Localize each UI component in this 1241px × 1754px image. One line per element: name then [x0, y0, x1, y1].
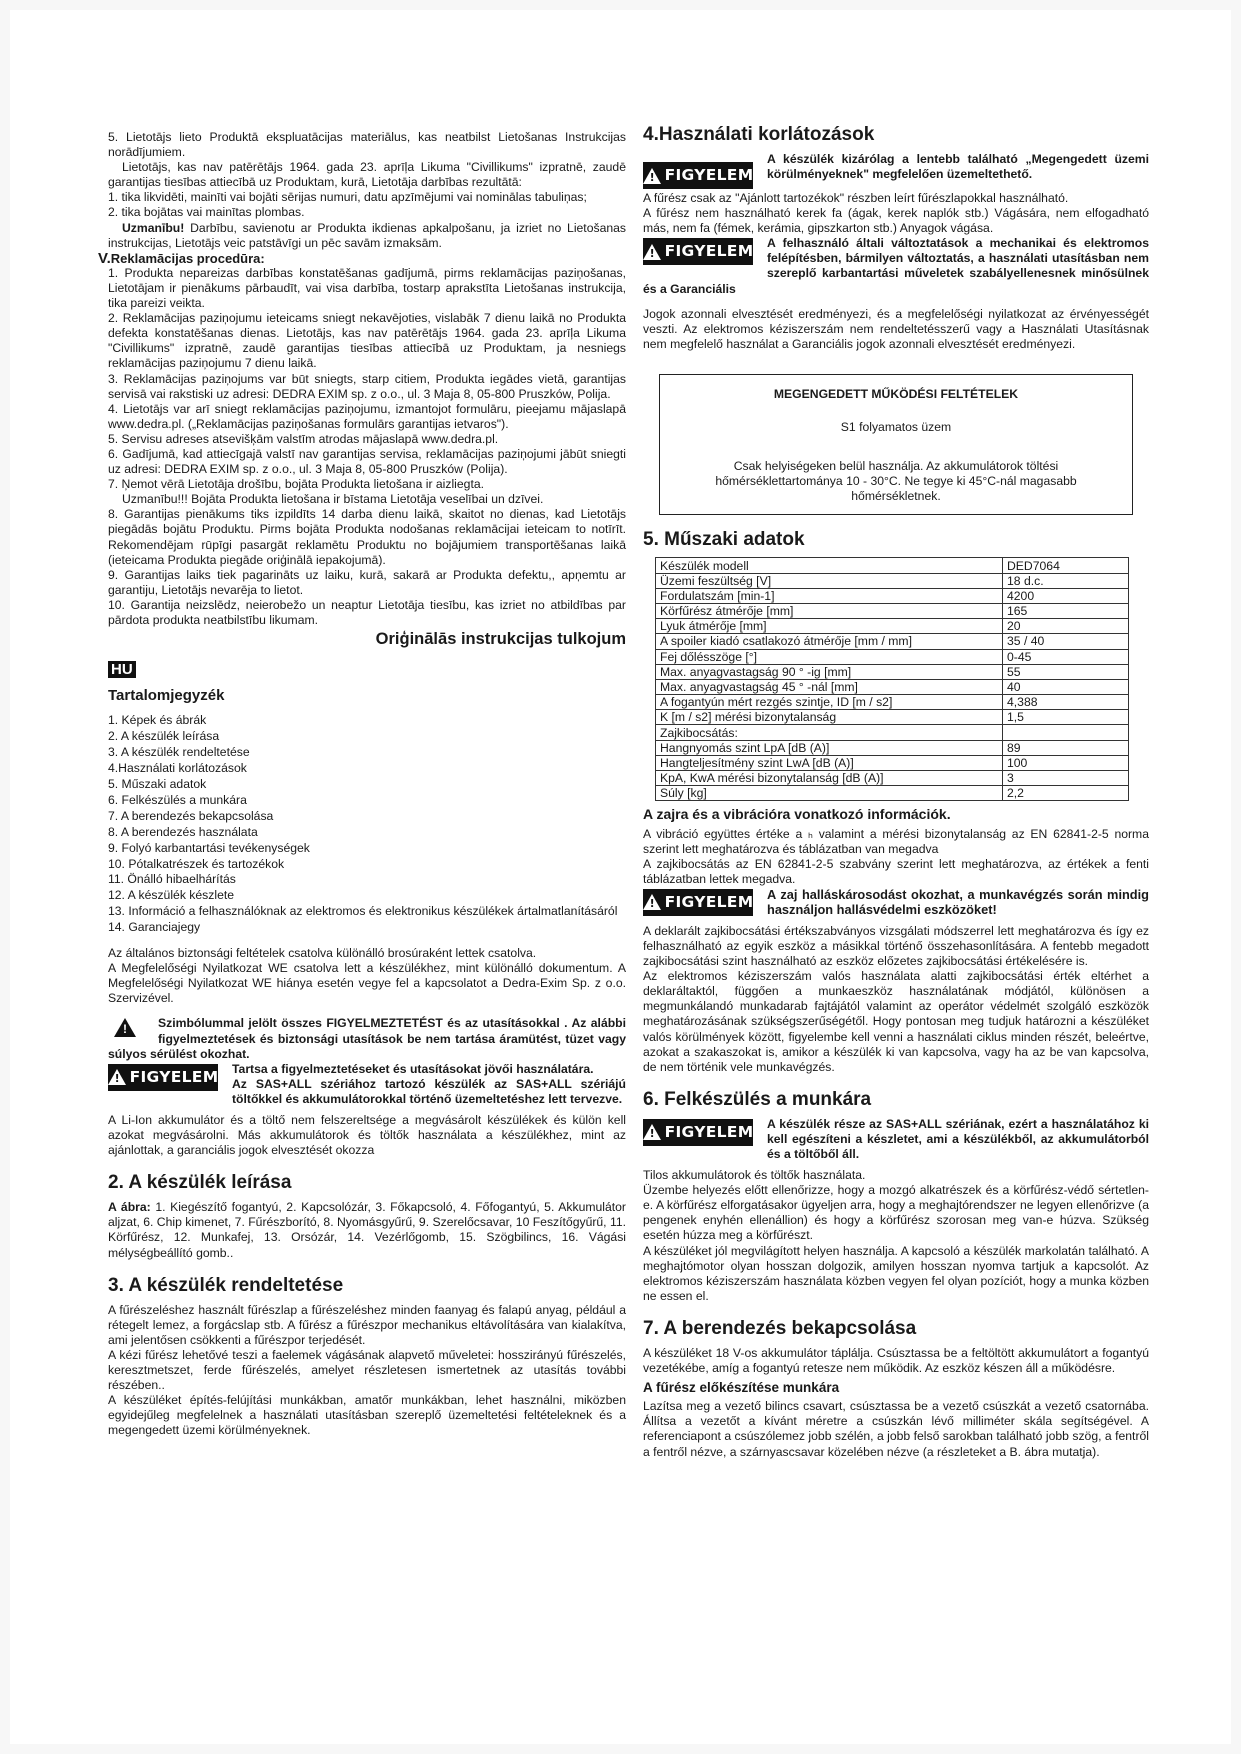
lv-proc-9: 9. Garantijas laiks tiek pagarināts uz laiku, kurā, sakarā ar Produkta defektu,, apņemtu ar garantiju, Lietotājs nevarēja to lietot.	[108, 567, 626, 597]
section-2-text	[108, 1200, 626, 1260]
section-3-title: 3. A készülék rendeltetése	[108, 1274, 344, 1296]
table-of-contents	[108, 713, 626, 936]
warning-triangle-icon	[643, 1124, 661, 1140]
sec6-warning	[643, 1117, 1149, 1162]
lv-section-v-title: Reklamācijas procedūra:	[110, 250, 265, 266]
lv-uzmanibu-text: Darbību, savienotu ar Produkta ikdienas apkalpošanu, ja izriet no Lietošanas instrukcijas, Lietotājs veic patstāvīgi un pēc savām izmaksām.	[108, 220, 626, 250]
sec7-para-1: A készüléket 18 V-os akkumulátor táplálja. Csúsztassa be a feltöltött akkumulátort a fogantyú vezetékébe, amíg a fogantyú retesze nem működik. Az eszköz készen áll a működésre.	[643, 1345, 1149, 1376]
spec-value: 4,388	[1003, 695, 1129, 710]
lv-intro-3: 1. tika likvidēti, mainīti vai bojāti sērijas numuri, datu apzīmējumi vai nominālas tabuliņas;	[108, 190, 587, 205]
warning-triangle-icon	[643, 894, 661, 910]
box-text: Csak helyiségeken belül használja. Az akkumulátorok töltési hőmérséklettartománya 10 - 30°C. Ne tegye ki 45°C-nál magasabb hőmérsékletnek.	[715, 459, 1077, 504]
spec-row	[656, 695, 1129, 710]
safety-note-2: A Megfelelőségi Nyilatkozat WE csatolva lett a készülékhez, mint különálló dokumentum. A Megfelelőségi Nyilatkozat WE hiánya esetén vegye fel a kapcsolatot a Dedra-Exim Sp. z o.o. Szervizével.	[108, 961, 626, 1006]
spec-row	[656, 786, 1129, 801]
toc-item: 14. Garanciajegy	[108, 920, 201, 935]
symbol-warning-text: Szimbólummal jelölt összes FIGYELMEZTETÉST és az utasításokkal . Az alábbi figyelmeztetések és biztonsági utasítások be nem tartása áramütést, tüzet vagy súlyos sérülést okozhat.	[108, 1016, 626, 1061]
spec-label: Hangnyomás szint LpA [dB (A)]	[656, 740, 1003, 755]
sec6-para-1: Tilos akkumulátorok és töltők használata.	[643, 1168, 866, 1183]
lv-uzmanibu-label: Uzmanību!	[122, 220, 185, 235]
lv-proc-3: 3. Reklamācijas paziņojums var būt sniegts, starp citiem, Produkta iegādes vietā, garantijas servisā vai rakstiski uz adresi: DEDRA EXIM sp. z o.o., ul. 3 Maja 8, 05-800 Pruszków, Polija.	[108, 371, 626, 401]
lv-intro-2: Lietotājs, kas nav patērētājs 1964. gada 23. aprīļa Likuma "Civillikums" izpratnē, zaudē garantijas tiesības attiecībā uz Produktam, kurā, Lietotāja darbības rezultātā:	[108, 160, 626, 190]
spec-label: A spoiler kiadó csatlakozó átmérője [mm / mm]	[656, 634, 1003, 649]
sec6-warning-text: A készülék része az SAS+ALL szériának, ezért a használatához ki kell egészíteni a készletet, ami a készülékből, az akkumulátorból és a töltőből áll.	[767, 1116, 1149, 1161]
figure-a-parts: 1. Kiegészítő fogantyú, 2. Kapcsolózár, 3. Főkapcsoló, 4. Főfogantyú, 5. Akkumulátor aljzat, 6. Chip kimenet, 7. Fűrészborító, 8. Nyomásgyűrű, 9. Szerelőcsavar, 10 Feszítőgyűrű, 11. Körfűrész, 12. Munkafej, 13. Orsózár, 14. Vezérlőgomb, 15. Szögbilincs, 16. Vágási mélységbeállító gomb..	[108, 1200, 626, 1260]
warning-triangle-icon	[643, 244, 661, 260]
section-4-title: 4.Használati korlátozások	[643, 124, 875, 145]
figure-a-label: A ábra:	[108, 1200, 151, 1215]
keep-warning-block	[108, 1062, 626, 1107]
spec-label: Max. anyagvastagság 45 ° -nál [mm]	[656, 679, 1003, 694]
sas-warning-text: Az SAS+ALL szériához tartozó készülék az SAS+ALL szériájú töltőkkel és akkumulátorokkal történő üzemeltetéshez lett tervezve.	[232, 1076, 626, 1106]
spec-label: Üzemi feszültség [V]	[656, 573, 1003, 588]
toc-item: 8. A berendezés használata	[108, 824, 258, 839]
spec-row	[656, 603, 1129, 618]
spec-label: Fej dőlésszöge [°]	[656, 649, 1003, 664]
spec-label: A fogantyún mért rezgés szintje, ID [m / s2]	[656, 695, 1003, 710]
lv-proc-10: 10. Garantija neizslēdz, neierobežo un neaptur Lietotāja tiesību, kas izriet no atbildības par pārdota produkta neatbilstību likumam.	[108, 597, 626, 627]
sec7-subtitle: A fűrész előkészítése munkára	[643, 1380, 840, 1396]
spec-value: 55	[1003, 664, 1129, 679]
sec4-warning-2-text: A felhasználó általi változtatások a mechanikai és elektromos felépítésben, bármilyen változtatás, a használati utasításban nem szereplő karbantartási műveletek szabályellenesnek minősülnek és a Garanciális	[643, 236, 1149, 296]
spec-row	[656, 573, 1129, 588]
lv-intro-4: 2. tika bojātas vai mainītas plombas.	[108, 205, 305, 220]
spec-label: KpA, KwA mérési bizonytalanság [dB (A)]	[656, 771, 1003, 786]
lv-proc-4: 4. Lietotājs var arī sniegt reklamācijas paziņojumu, izmantojot formulāru, pieejamu mājaslapā www.dedra.pl. („Reklamācijas paziņošanas formulārs garantijas ietvaros").	[108, 401, 626, 431]
spec-value: 3	[1003, 771, 1129, 786]
toc-item: 10. Pótalkatrészek és tartozékok	[108, 856, 285, 871]
lv-proc-6: 6. Gadījumā, kad attiecīgajā valstī nav garantijas servisa, reklamācijas paziņojumi jābūt sniegti uz adresi: DEDRA EXIM sp. z o.o., ul. 3 Maja 8, 05-800 Pruszków (Polija).	[108, 446, 626, 477]
sec4-warning-1-text: A készülék kizárólag a lentebb található „Megengedett üzemi körülményeknek" megfelelően üzemeltethető.	[767, 152, 1149, 182]
noise-para-2: A zajkibocsátás az EN 62841-2-5 szabvány szerint lett meghatározva, az értékek a fenti táblázatban lettek megadva.	[643, 856, 1149, 886]
noise-title: A zajra és a vibrációra vonatkozó információk.	[643, 806, 951, 823]
spec-row	[656, 725, 1129, 740]
toc-title: Tartalomjegyzék	[108, 687, 225, 705]
noise-warning-text: A zaj halláskárosodást okozhat, a munkavégzés során mindig használjon hallásvédelmi eszközöket!	[767, 886, 1149, 917]
spec-row	[656, 740, 1129, 755]
spec-row	[656, 649, 1129, 664]
toc-item: 7. A berendezés bekapcsolása	[108, 808, 274, 823]
sec4-para-1: A fűrész csak az "Ajánlott tartozékok" részben leírt fűrészlapokkal használható.	[643, 191, 1069, 205]
noise-warning	[643, 887, 1149, 918]
lv-proc-2: 2. Reklamācijas paziņojumu ieteicams sniegt nekavējoties, vislabāk 7 dienu laikā no Produkta defekta konstatēšanas dienas. Lietotājs, kas nav patērētājs 1964. gada 23. aprīļa Likuma "Civillikums" izpratnē, zaudē garantijas tiesības attiecībā uz Produktam, ja nesniegs reklamācijas paziņojumu 7 dienu laikā.	[108, 311, 626, 371]
spec-value: 18 d.c.	[1003, 573, 1129, 588]
lv-uzmanibu	[108, 221, 626, 251]
toc-item: 4.Használati korlátozások	[108, 761, 247, 776]
section-7-title: 7. A berendezés bekapcsolása	[643, 1317, 917, 1339]
spec-value: 40	[1003, 679, 1129, 694]
lv-section-v-heading	[98, 251, 626, 266]
spec-value: 89	[1003, 740, 1129, 755]
toc-item: 11. Önálló hibaelhárítás	[108, 872, 236, 887]
sec7-para-2: Lazítsa meg a vezető bilincs csavart, csúsztassa be a vezető csúszkát a vezető csatornába. Állítsa a vezetőt a kívánt méretre a csúszkán lévő milliméter skála segítségével. A referenciapont a csúszólemez jobb szélén, a jobb felső sarokban található jobb szög, a fentről a fentről nézve, a szárnyascsavar közelében nézve (a részleteket a B. ábra mutatja).	[643, 1399, 1149, 1459]
box-s1: S1 folyamatos üzem	[840, 420, 952, 435]
lv-original-title: Oriģinālās instrukcijas tulkojum	[375, 630, 626, 649]
lv-proc-7: 7. Ņemot vērā Lietotāja drošību, bojāta Produkta lietošana ir aizliegta.	[108, 477, 484, 492]
spec-label: Hangteljesítmény szint LwA [dB (A)]	[656, 755, 1003, 770]
spec-row	[656, 710, 1129, 725]
sec4-warning-2	[643, 236, 1149, 296]
document-page	[10, 10, 1231, 1744]
spec-row	[656, 755, 1129, 770]
sec4-para-3: Jogok azonnali elvesztését eredményezi, és a megfelelőségi nyilatkozat az érvényességét veszti. Az elektromos kéziszerszám nem rendeltetésszerű vagy a Használati Utasításnak nem megfelelő használat a Garanciális jogok azonnali elvesztését eredményezi.	[643, 306, 1149, 351]
spec-value: 1,5	[1003, 710, 1129, 725]
toc-item: 1. Képek és ábrák	[108, 713, 207, 728]
spec-row	[656, 588, 1129, 603]
toc-item: 5. Műszaki adatok	[108, 777, 207, 791]
spec-row	[656, 771, 1129, 786]
noise-para-3: A deklarált zajkibocsátási értékszabványos vizsgálati módszerrel lett meghatározva és így ez felhasználható az egyik eszköz a másikkal történő összehasonlítására. A fentebb megadott zajkibocsátási szint használható az eszköz előzetes zajkibocsátási értékelésére is.	[643, 923, 1149, 969]
figyelem-badge: ! FIGYELEM	[643, 162, 753, 189]
noise-para-4: Az elektromos kéziszerszám valós használata alatti zajkibocsátási érték eltérhet a deklaráltaktól, függően a munkaeszköz használatának módjától, különösen a megmunkálandó munkadarab fajtájától valamint az operátor védelmét szolgáló eszközök meghatározásának szükségszerűségétől. Hogy pontosan meg tudjuk határozni a készüléket valós körülmények között, figyelembe kell venni a használati ciklus minden részét, beleértve, azokat a szakaszokat is, amikor a készülék ki van kapcsolva, vagy ha az be van kapcsolva, de nem történik vele munkavégzés.	[643, 969, 1149, 1074]
section-2-title: 2. A készülék leírása	[108, 1172, 292, 1194]
warning-triangle-icon	[114, 1018, 136, 1037]
toc-item: 13. Információ a felhasználóknak az elektromos és elektronikus készülékek ártalmatlanításáról	[108, 904, 618, 919]
lv-proc-5: 5. Servisu adreses atsevišķām valstīm atrodas mājaslapā www.dedra.pl.	[108, 431, 499, 446]
spec-label: K [m / s2] mérési bizonytalanság	[656, 710, 1003, 725]
toc-item: 3. A készülék rendeltetése	[108, 745, 250, 760]
spec-label: Zajkibocsátás:	[656, 725, 1003, 740]
figyelem-badge: ! FIGYELEM	[643, 1119, 753, 1146]
toc-item: 9. Folyó karbantartási tevékenységek	[108, 840, 310, 855]
sec6-para-2: Üzembe helyezés előtt ellenőrizze, hogy a mozgó alkatrészek és a körfűrész-védő sértetlen-e. A körfűrész elforgatásakor ügyeljen arra, hogy a meghajtórendszer ne legyen ellenőrizve (a pengenek enyhén ellenállion) és hogy a körfűrész szorosan meg van-e húzva. Szükség esetén húzza meg a körfűrészt.	[643, 1183, 1149, 1243]
spec-row	[656, 634, 1129, 649]
spec-value: DED7064	[1003, 558, 1129, 573]
box-title: MEGENGEDETT MŰKÖDÉSI FELTÉTELEK	[773, 386, 1019, 401]
figyelem-badge: ! FIGYELEM	[643, 238, 753, 265]
spec-label: Körfűrész átmérője [mm]	[656, 603, 1003, 618]
spec-value	[1003, 725, 1129, 740]
section-3-para: A kézi fűrész lehetővé teszi a faelemek vágásának alapvető műveletei: hosszirányú fűrészelés, keresztmetszet, ferde fűrészelés, amelyet részletesen ismertetnek az utasítás további részében..	[108, 1347, 626, 1393]
figyelem-badge: ! FIGYELEM	[643, 889, 753, 916]
spec-label: Lyuk átmérője [mm]	[656, 619, 1003, 634]
lv-proc-1: 1. Produkta nepareizas darbības konstatēšanas gadījumā, pirms reklamācijas paziņošanas, Lietotājam ir pienākums pārbaudīt, vai visa darbība, tostarp aprakstīta Lietošanas instrukcija, tika pareizi veikta.	[108, 265, 626, 311]
sec6-para-3: A készüléket jól megvilágított helyen használja. A kapcsoló a készülék markolatán található. A meghajtómotor olyan hosszan dolgozik, amilyen hosszan nyomva tartjuk a kapcsolót. Az elektromos kéziszerszám használata közben vegyen fel olyan pozíciót, hogy a munka közben ne essen el.	[643, 1243, 1149, 1303]
warning-triangle-icon	[643, 168, 661, 184]
spec-row	[656, 679, 1129, 694]
noise-para-1: A vibráció együttes értéke a ₕ valamint a mérési bizonytalanság az EN 62841-2-5 norma szerint lett meghatározva és táblázatban van megadva	[643, 826, 1149, 856]
symbol-warning-block	[108, 1016, 626, 1061]
keep-warning-text: Tartsa a figyelmeztetéseket és utasításokat jövői használatára.	[232, 1061, 594, 1076]
warning-triangle-icon	[108, 1069, 126, 1085]
right-column	[643, 124, 1149, 1460]
lv-proc-8: 8. Garantijas pienākums tiks izpildīts 14 darba dienu laikā, skaitot no dienas, kad Lietotājs piegādās bojātu Produktu. Pirms bojāta Produkta nodošanas reklamācijai ieteicam to notīrīt. Rekomendējam rūpīgi pasargāt reklamētu Produktu no bojājumiem transportēšanas laikā (ieteicama Produkta piegāde oriģinālā iepakojumā).	[108, 507, 626, 567]
spec-label: Fordulatszám [min-1]	[656, 588, 1003, 603]
lv-proc-7b: Uzmanību!!! Bojāta Produkta lietošana ir bīstama Lietotāja veselībai un dzīvei.	[122, 492, 544, 507]
spec-row	[656, 664, 1129, 679]
spec-label: Súly [kg]	[656, 786, 1003, 801]
sec4-warning-1	[643, 152, 1149, 191]
spec-table	[655, 557, 1129, 801]
permitted-conditions-box	[659, 374, 1133, 515]
lv-intro-1: 5. Lietotājs lieto Produktā ekspluatācijas materiālus, kas neatbilst Lietošanas Instrukcijas norādījumiem.	[108, 130, 626, 160]
toc-item: 6. Felkészülés a munkára	[108, 792, 247, 807]
spec-row	[656, 558, 1129, 573]
spec-value: 20	[1003, 619, 1129, 634]
language-badge-hu: HU	[108, 661, 136, 678]
section-6-title: 6. Felkészülés a munkára	[643, 1088, 872, 1110]
spec-row	[656, 619, 1129, 634]
safety-note-1: Az általános biztonsági feltételek csatolva különálló brosúraként lettek csatolva.	[108, 946, 537, 961]
spec-label: Készülék modell	[656, 558, 1003, 573]
sec4-para-2: A fűrész nem használható kerek fa (ágak, kerek naplók stb.) Vágására, nem elfogadható más, nem fa (fémek, kerámia, gipszkarton stb.) Anyagok vágása.	[643, 206, 1149, 236]
section-3-para: A készüléket építés-felújítási munkákban, amatőr munkákban, lehet használni, miközben egyidejűleg megfelelnek a használati utasításban szereplő üzemeltetési feltételeknek és a megengedett üzemi körülményeknek.	[108, 1393, 626, 1438]
section-3-para: A fűrészeléshez használt fűrészlap a fűrészeléshez minden faanyag és falapú anyag, például a rétegelt lemez, a forgácslap stb. A fűrész a fűrészpor mechanikus eltávolítására van kialakítva, ami jelentősen csökkenti a fűrészpor terjedését.	[108, 1302, 626, 1347]
spec-label: Max. anyagvastagság 90 ° -ig [mm]	[656, 664, 1003, 679]
spec-value: 35 / 40	[1003, 634, 1129, 649]
left-column	[98, 130, 626, 1439]
spec-value: 165	[1003, 603, 1129, 618]
liion-text: A Li-Ion akkumulátor és a töltő nem felszereltsége a megvásárolt készülékek és külön kell azokat megvásárolni. Más akkumulátorok és töltők használata a készülékhez, mint az ajánlottak, a garanciális jogok elvesztését okozza	[108, 1113, 626, 1158]
figyelem-badge: ! FIGYELEM	[108, 1064, 218, 1091]
toc-item: 12. A készülék készlete	[108, 888, 235, 903]
toc-item: 2. A készülék leírása	[108, 729, 220, 744]
spec-value: 2,2	[1003, 786, 1129, 801]
lv-section-v-letter: V.	[98, 249, 111, 267]
spec-value: 0-45	[1003, 649, 1129, 664]
spec-value: 4200	[1003, 588, 1129, 603]
section-5-title: 5. Műszaki adatok	[643, 529, 805, 551]
spec-value: 100	[1003, 755, 1129, 770]
